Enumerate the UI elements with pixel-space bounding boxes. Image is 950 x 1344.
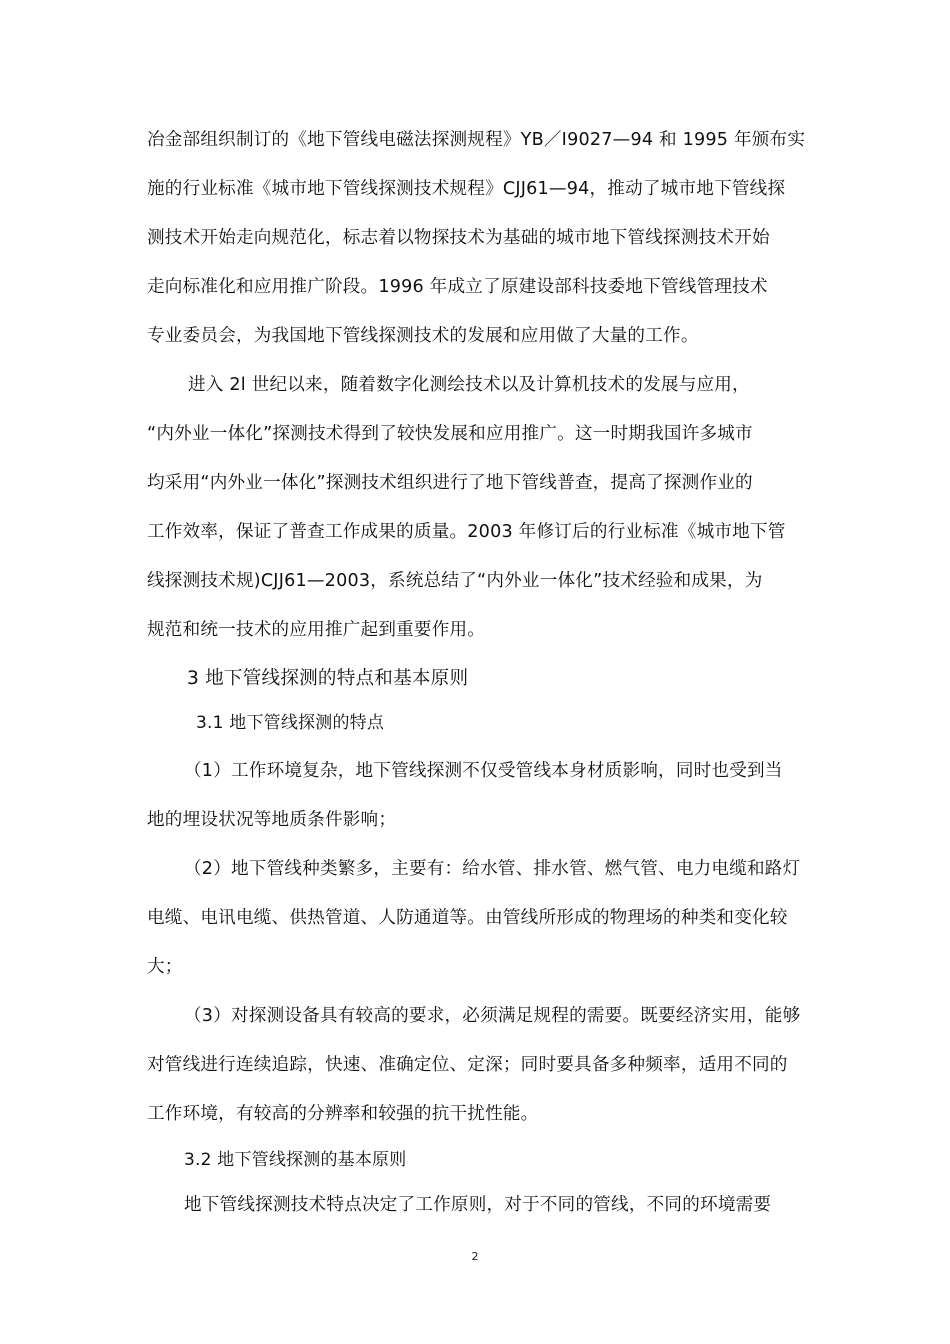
paragraph-1-line-5: 专业委员会，为我国地下管线探测技术的发展和应用做了大量的工作。 <box>147 326 699 346</box>
subsection-heading-3-1: 3.1 地下管线探测的特点 <box>196 713 385 733</box>
list-item-3-line-3: 工作环境，有较高的分辨率和较强的抗干扰性能。 <box>147 1104 539 1124</box>
list-item-2-line-1: （2）地下管线种类繁多，主要有：给水管、排水管、燃气管、电力电缆和路灯 <box>184 859 801 879</box>
paragraph-1-line-2: 施的行业标准《城市地下管线探测技术规程》CJJ61—94，推动了城市地下管线探 <box>147 179 786 199</box>
section-heading-3: 3 地下管线探测的特点和基本原则 <box>187 668 469 689</box>
paragraph-2-line-1: 进入 2l 世纪以来，随着数字化测绘技术以及计算机技术的发展与应用， <box>188 375 750 395</box>
paragraph-2-line-3: 均采用“内外业一体化”探测技术组织进行了地下管线普查，提高了探测作业的 <box>147 473 753 493</box>
list-item-3-line-2: 对管线进行连续追踪，快速、准确定位、定深；同时要具备多种频率，适用不同的 <box>147 1055 788 1075</box>
paragraph-2-line-4: 工作效率，保证了普查工作成果的质量。2003 年修订后的行业标准《城市地下管 <box>147 522 786 542</box>
subsection-heading-3-2: 3.2 地下管线探测的基本原则 <box>184 1150 407 1170</box>
list-item-2-line-2: 电缆、电讯电缆、供热管道、人防通道等。由管线所形成的物理场的种类和变化较 <box>147 908 788 928</box>
paragraph-1-line-4: 走向标准化和应用推广阶段。1996 年成立了原建设部科技委地下管线管理技术 <box>147 277 768 297</box>
page-number: 2 <box>471 1250 479 1263</box>
paragraph-1-line-1: 冶金部组织制订的《地下管线电磁法探测规程》YB／I9027—94 和 1995 年颁布实 <box>147 130 806 150</box>
paragraph-3-line-1: 地下管线探测技术特点决定了工作原则，对于不同的管线，不同的环境需要 <box>184 1195 772 1215</box>
paragraph-2-line-5: 线探测技术规)CJJ61—2003，系统总结了“内外业一体化”技术经验和成果，为 <box>147 571 763 591</box>
list-item-1-line-1: （1）工作环境复杂，地下管线探测不仅受管线本身材质影响，同时也受到当 <box>184 761 783 781</box>
list-item-1-line-2: 地的埋设状况等地质条件影响； <box>147 810 397 830</box>
paragraph-1-line-3: 测技术开始走向规范化，标志着以物探技术为基础的城市地下管线探测技术开始 <box>147 228 770 248</box>
list-item-2-line-3: 大； <box>147 957 183 977</box>
list-item-3-line-1: （3）对探测设备具有较高的要求，必须满足规程的需要。既要经济实用，能够 <box>184 1006 801 1026</box>
paragraph-2-line-6: 规范和统一技术的应用推广起到重要作用。 <box>147 620 486 640</box>
paragraph-2-line-2: “内外业一体化”探测技术得到了较快发展和应用推广。这一时期我国许多城市 <box>147 424 753 444</box>
